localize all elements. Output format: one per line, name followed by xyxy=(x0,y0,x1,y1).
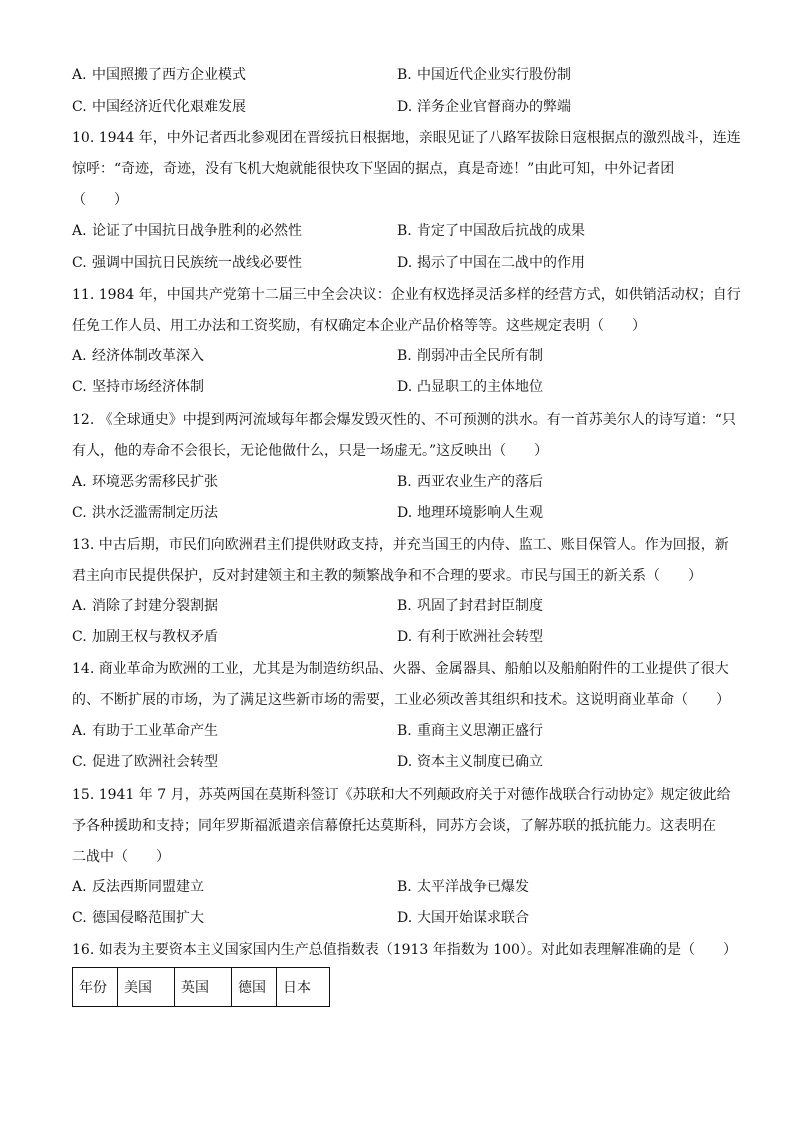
q12-options-row-2 xyxy=(72,502,732,524)
q10-options-row-1 xyxy=(72,220,732,242)
q11-options-row-1 xyxy=(72,345,732,367)
q12-option-a[interactable]: A. 环境恶劣需移民扩张 xyxy=(72,474,218,490)
q14-option-c[interactable]: C. 促进了欧洲社会转型 xyxy=(72,754,218,770)
table-header-cell: 德国 xyxy=(232,968,277,1007)
q12-options-row-1 xyxy=(72,471,732,493)
q13-option-b[interactable]: B. 巩固了封君封臣制度 xyxy=(397,598,543,614)
q13-options-row-2 xyxy=(72,626,732,648)
q10-option-c[interactable]: C. 强调中国抗日民族统一战线必要性 xyxy=(72,255,302,271)
q14-option-b[interactable]: B. 重商主义思潮正盛行 xyxy=(397,723,543,739)
q10-option-d[interactable]: D. 揭示了中国在二战中的作用 xyxy=(397,255,585,271)
q15-stem-line-3: 二战中（ ） xyxy=(72,849,170,865)
q14-stem-line-1: 14. 商业革命为欧洲的工业，尤其是为制造纺织品、火器、金属器具、船舶以及船舶附件的工业提供了很大 xyxy=(72,661,729,677)
q14-option-d[interactable]: D. 资本主义制度已确立 xyxy=(397,754,543,770)
q13-stem-line-1: 13. 中古后期，市民们向欧洲君主们提供财政支持，并充当国王的内侍、监工、账目保管人。作为回报，新 xyxy=(72,537,729,553)
q12-option-d[interactable]: D. 地理环境影响人生观 xyxy=(397,505,543,521)
q10-options-row-2 xyxy=(72,252,732,274)
q11-option-c[interactable]: C. 坚持市场经济体制 xyxy=(72,379,204,395)
q13-stem-line-2: 君主向市民提供保护，反对封建领主和主教的频繁战争和不合理的要求。市民与国王的新关系（ ） xyxy=(72,568,702,584)
q12-stem-line-2: 有人，他的寿命不会很长，无论他做什么，只是一场虚无。”这反映出（ ） xyxy=(72,443,549,459)
q15-stem-line-1: 15. 1941 年 7 月，苏英两国在莫斯科签订《苏联和大不列颠政府关于对德作战联合行动协定》规定彼此给 xyxy=(72,787,731,803)
q10-option-a[interactable]: A. 论证了中国抗日战争胜利的必然性 xyxy=(72,223,302,239)
q9-options-row-1 xyxy=(72,64,732,86)
q14-stem-line-2: 的、不断扩展的市场，为了满足这些新市场的需要，工业必须改善其组织和技术。这说明商业革命（ ） xyxy=(72,692,730,708)
q11-option-a[interactable]: A. 经济体制改革深入 xyxy=(72,348,204,364)
q13-option-c[interactable]: C. 加剧王权与教权矛盾 xyxy=(72,629,218,645)
q13-option-d[interactable]: D. 有利于欧洲社会转型 xyxy=(397,629,543,645)
q13-options-row-1 xyxy=(72,595,732,617)
q11-stem-line-2: 任免工作人员、用工办法和工资奖励，有权确定本企业产品价格等等。这些规定表明（ ） xyxy=(72,318,646,334)
q9-option-d[interactable]: D. 洋务企业官督商办的弊端 xyxy=(397,99,571,115)
q11-options-row-2 xyxy=(72,376,732,398)
gdp-index-table xyxy=(72,967,330,1007)
q15-stem-line-2: 予各种援助和支持；同年罗斯福派遣亲信幕僚托达莫斯科，同苏方会谈，了解苏联的抵抗能力。这表明在 xyxy=(72,818,716,834)
q15-option-b[interactable]: B. 太平洋战争已爆发 xyxy=(397,879,529,895)
q12-option-b[interactable]: B. 西亚农业生产的落后 xyxy=(397,474,543,490)
q15-option-d[interactable]: D. 大国开始谋求联合 xyxy=(397,910,529,926)
q10-stem-line-1: 10. 1944 年，中外记者西北参观团在晋绥抗日根据地，亲眼见证了八路军拔除日寇根据点的激烈战斗，连连 xyxy=(72,130,741,146)
q11-option-b[interactable]: B. 削弱冲击全民所有制 xyxy=(397,348,543,364)
q11-stem-line-1: 11. 1984 年，中国共产党第十二届三中全会决议：企业有权选择灵活多样的经营方式，如供销活动权；自行 xyxy=(72,287,741,303)
q10-option-b[interactable]: B. 肯定了中国敌后抗战的成果 xyxy=(397,223,585,239)
q14-option-a[interactable]: A. 有助于工业革命产生 xyxy=(72,723,218,739)
q15-options-row-1 xyxy=(72,876,732,898)
q9-options-row-2 xyxy=(72,96,732,118)
q14-options-row-2 xyxy=(72,751,732,773)
table-header-cell: 美国 xyxy=(118,968,175,1007)
q12-stem-line-1: 12. 《全球通史》中提到两河流域每年都会爆发毁灭性的、不可预测的洪水。有一首苏美尔人的诗写道：“只 xyxy=(72,412,736,428)
q14-options-row-1 xyxy=(72,720,732,742)
q10-stem-line-2: 惊呼：“奇迹，奇迹，没有飞机大炮就能很快攻下坚固的据点，真是奇迹！”由此可知，中外记者团 xyxy=(72,161,675,177)
q15-option-c[interactable]: C. 德国侵略范围扩大 xyxy=(72,910,204,926)
q15-options-row-2 xyxy=(72,907,732,929)
q9-option-b[interactable]: B. 中国近代企业实行股份制 xyxy=(397,67,571,83)
q13-option-a[interactable]: A. 消除了封建分裂割据 xyxy=(72,598,218,614)
q9-option-a[interactable]: A. 中国照搬了西方企业模式 xyxy=(72,67,246,83)
q11-option-d[interactable]: D. 凸显职工的主体地位 xyxy=(397,379,543,395)
table-header-row xyxy=(73,968,330,1007)
q15-option-a[interactable]: A. 反法西斯同盟建立 xyxy=(72,879,204,895)
table-header-cell: 英国 xyxy=(175,968,232,1007)
q12-option-c[interactable]: C. 洪水泛滥需制定历法 xyxy=(72,505,218,521)
q10-stem-line-3: （ ） xyxy=(72,192,128,208)
table-header-cell: 日本 xyxy=(277,968,330,1007)
q9-option-c[interactable]: C. 中国经济近代化艰难发展 xyxy=(72,99,246,115)
q16-stem-line-1: 16. 如表为主要资本主义国家国内生产总值指数表（1913 年指数为 100）。对此如表理解准确的是（ ） xyxy=(72,942,737,958)
table-header-cell: 年份 xyxy=(73,968,118,1007)
